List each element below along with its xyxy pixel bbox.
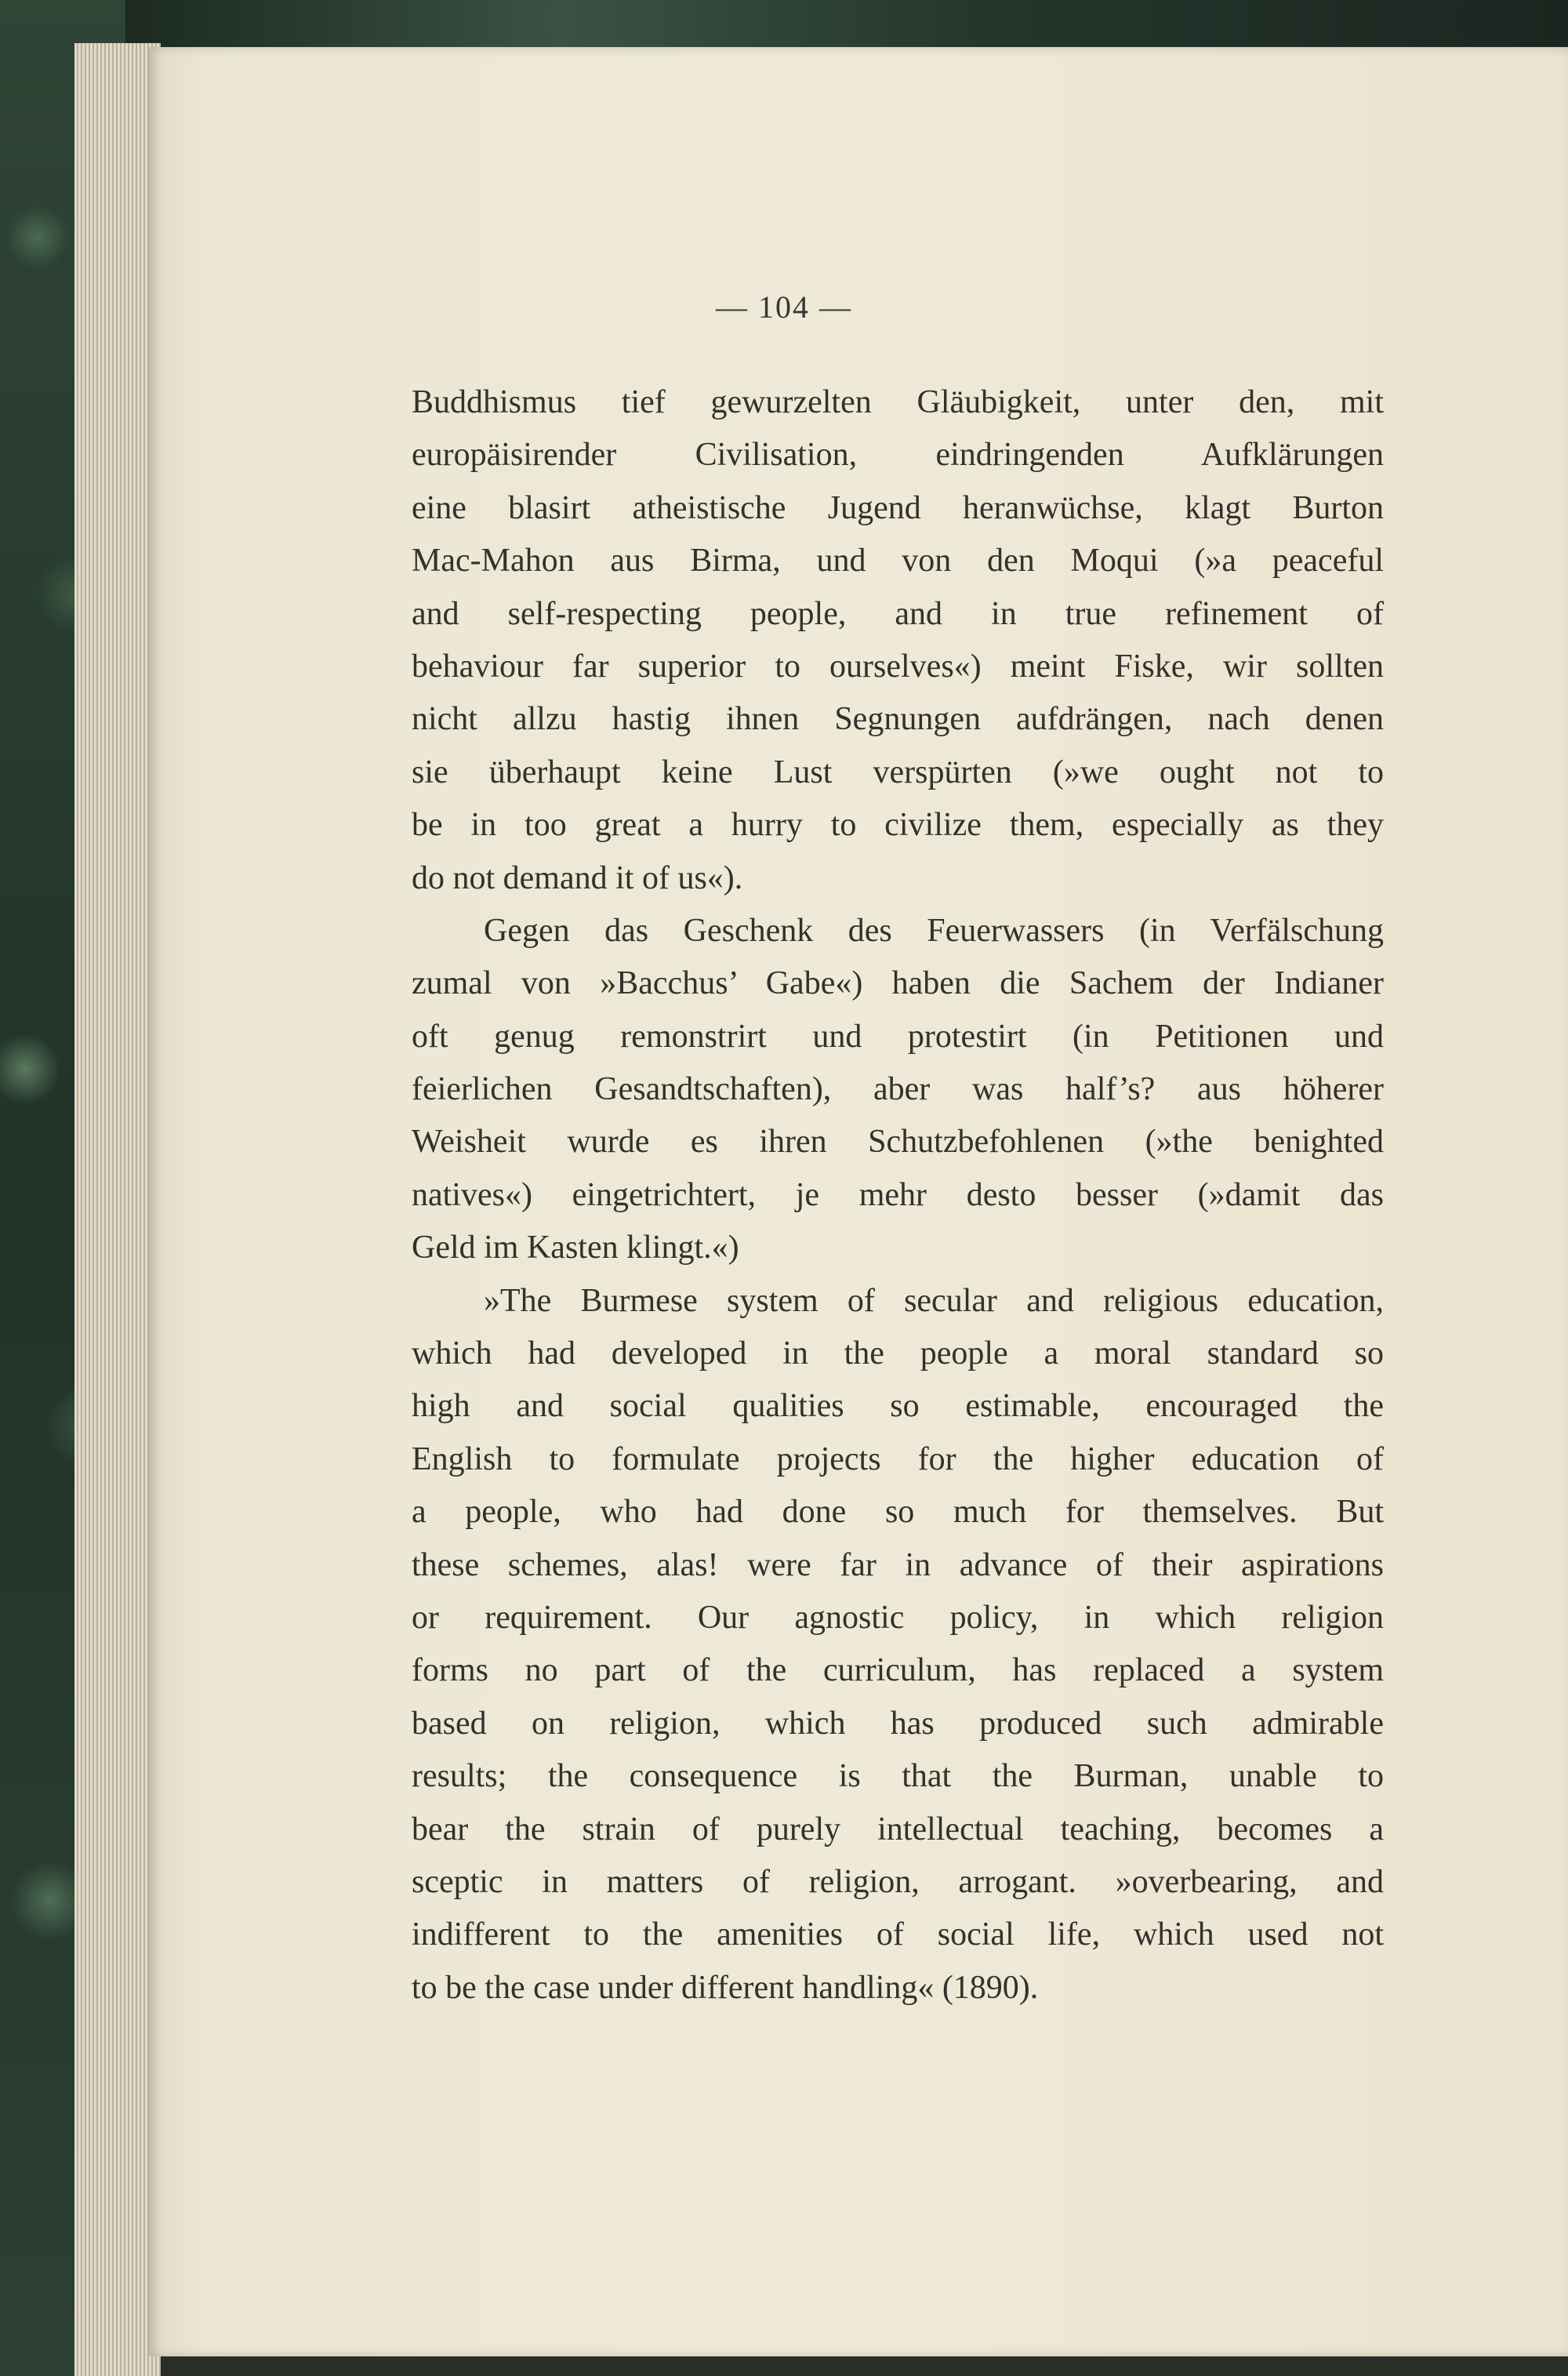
text-line: indifferent to the amenities of social life, which used not — [412, 1916, 1384, 1953]
text-line: Gegen das Geschenk des Feuerwassers (in Verfälschung — [484, 912, 1384, 949]
text-line: behaviour far superior to ourselves«) meint Fiske, wir sollten — [412, 648, 1384, 685]
text-line: Buddhismus tief gewurzelten Gläubigkeit, unter den, mit — [412, 384, 1384, 420]
text-line: be in too great a hurry to civilize them, especially as they — [412, 807, 1384, 844]
text-line: a people, who had done so much for themselves. But — [412, 1494, 1384, 1531]
text-line: English to formulate projects for the higher education of — [412, 1440, 1384, 1477]
text-line: oft genug remonstrirt und protestirt (in Petitionen und — [412, 1018, 1384, 1055]
text-line: europäisirender Civilisation, eindringenden Aufklärungen — [412, 437, 1384, 474]
text-line: high and social qualities so estimable, encouraged the — [412, 1388, 1384, 1425]
text-line: zumal von »Bacchus’ Gabe«) haben die Sachem der Indianer — [412, 965, 1384, 1002]
page-edges — [74, 43, 161, 2376]
text-line: and self-respecting people, and in true refinement of — [412, 595, 1384, 632]
page-number: — 104 — — [716, 289, 852, 325]
text-line: sie überhaupt keine Lust verspürten (»we ought not to — [412, 754, 1384, 790]
cover-top-edge — [125, 0, 1568, 47]
text-line: bear the strain of purely intellectual teaching, becomes a — [412, 1811, 1384, 1847]
text-line: sceptic in matters of religion, arrogant. »overbearing, and — [412, 1863, 1384, 1900]
text-line: results; the consequence is that the Burman, unable to — [412, 1758, 1384, 1795]
text-line: these schemes, alas! were far in advance of their aspirations — [412, 1546, 1384, 1583]
text-line: or requirement. Our agnostic policy, in which religion — [412, 1599, 1384, 1636]
text-line: Geld im Kasten klingt.«) — [412, 1230, 739, 1266]
text-line: eine blasirt atheistische Jugend heranwüchse, klagt Burton — [412, 489, 1384, 526]
text-line: feierlichen Gesandtschaften), aber was half’s? aus höherer — [412, 1071, 1384, 1108]
text-line: based on religion, which has produced such admirable — [412, 1705, 1384, 1742]
text-line: do not demand it of us«). — [412, 859, 743, 896]
text-line: Weisheit wurde es ihren Schutzbefohlenen (»the benighted — [412, 1124, 1384, 1161]
body-text — [412, 376, 1384, 2015]
text-line: forms no part of the curriculum, has replaced a system — [412, 1652, 1384, 1689]
text-line: nicht allzu hastig ihnen Segnungen aufdrängen, nach denen — [412, 701, 1384, 738]
text-line: natives«) eingetrichtert, je mehr desto besser (»damit das — [412, 1176, 1384, 1213]
text-line: which had developed in the people a moral standard so — [412, 1335, 1384, 1372]
text-line: to be the case under different handling« (1890). — [412, 1969, 1039, 2006]
text-line: »The Burmese system of secular and religious education, — [484, 1282, 1384, 1319]
text-line: Mac-Mahon aus Birma, und von den Moqui (»a peaceful — [412, 543, 1384, 579]
